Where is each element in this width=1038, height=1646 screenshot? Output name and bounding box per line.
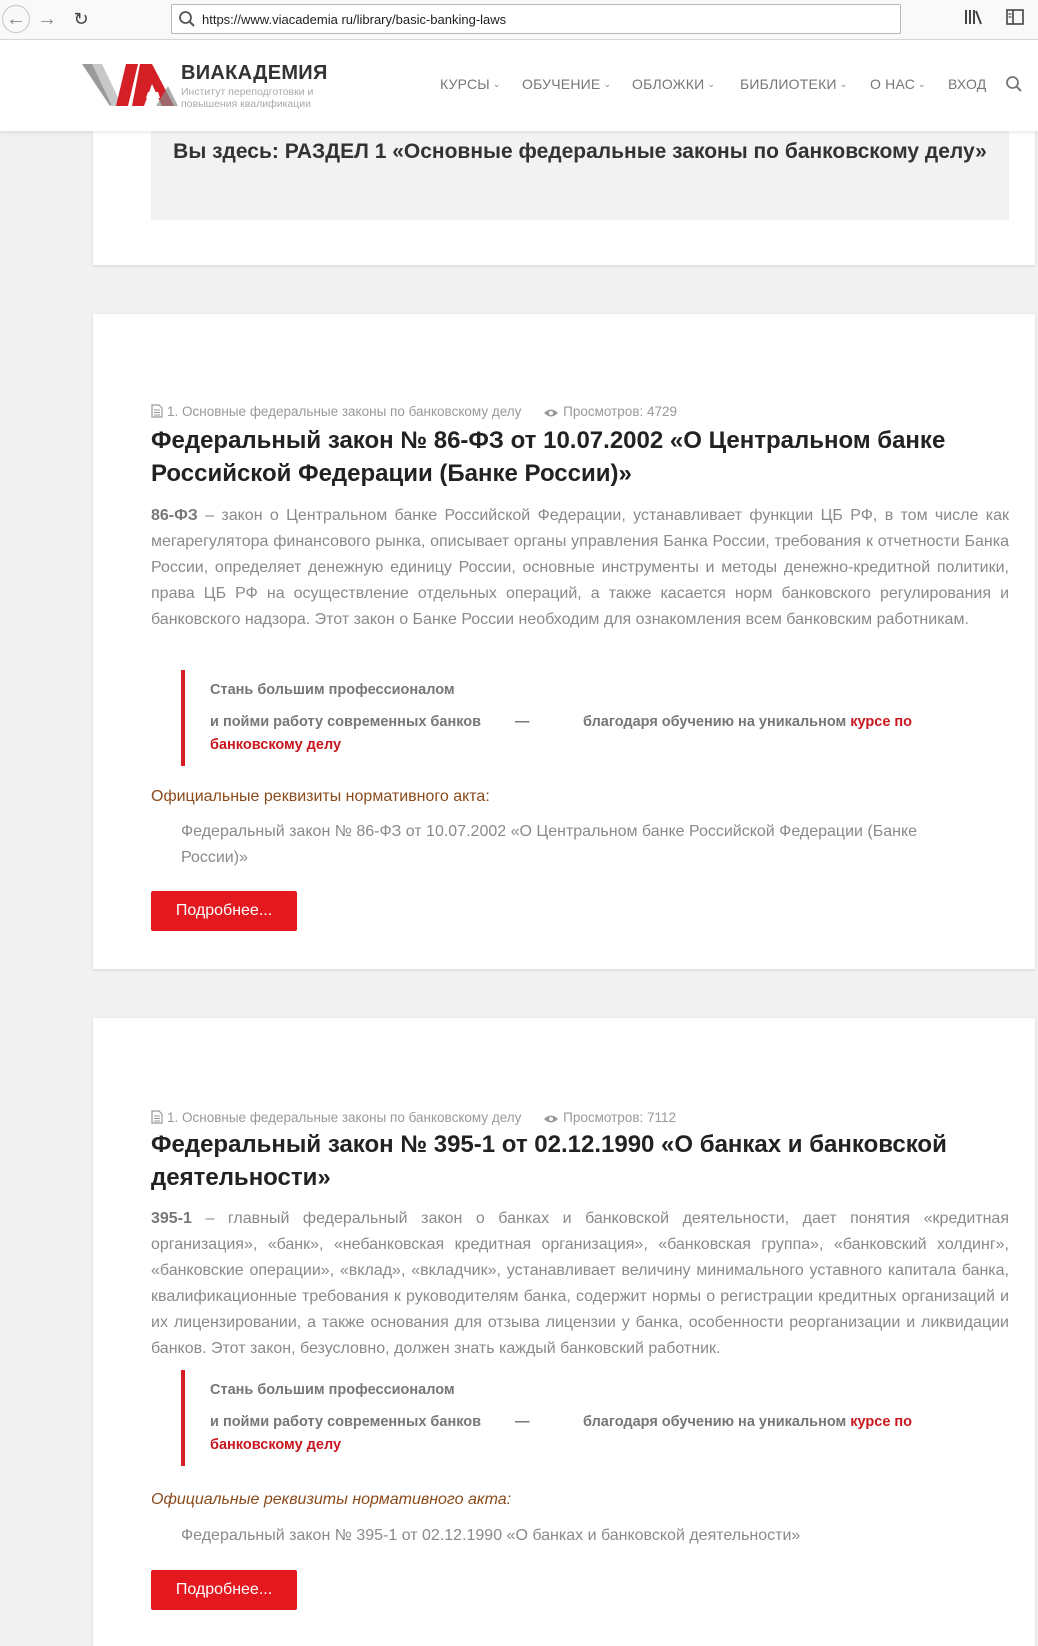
course-link[interactable]: банковскому делу	[210, 1437, 342, 1453]
breadcrumb	[151, 131, 1009, 220]
site-header	[0, 40, 1038, 131]
back-arrow-icon[interactable]: ←	[2, 5, 30, 33]
document-icon	[151, 404, 163, 418]
article-views: Просмотров: 4729	[563, 404, 678, 419]
promo-line: и пойми работу современных банков	[210, 714, 482, 730]
nav-item-covers[interactable]: ОБЛОЖКИ ⌄	[632, 76, 716, 92]
article-category[interactable]: 1. Основные федеральные законы по банковскому делу	[167, 404, 522, 419]
course-link[interactable]: банковскому делу	[210, 737, 342, 753]
chevron-down-icon: ⌄	[492, 79, 501, 89]
sidebar-icon[interactable]	[1006, 9, 1024, 30]
search-icon	[178, 10, 196, 28]
search-icon[interactable]	[1005, 75, 1023, 93]
article-title[interactable]: Федеральный закон № 395-1 от 02.12.1990 «О банках и банковской деятельности»	[151, 1131, 947, 1191]
breadcrumb-card	[93, 131, 1035, 265]
nav-item-libraries[interactable]: БИБЛИОТЕКИ ⌄	[740, 76, 848, 92]
article-views: Просмотров: 7112	[563, 1110, 677, 1125]
article-category[interactable]: 1. Основные федеральные законы по банковскому делу	[167, 1110, 522, 1125]
viacademia-logo[interactable]	[82, 62, 178, 108]
eye-icon	[543, 408, 559, 418]
logo-title[interactable]: ВИАКАДЕМИЯ	[181, 62, 328, 84]
course-link[interactable]: курсе по	[850, 714, 913, 730]
nav-item-training[interactable]: ОБУЧЕНИЕ ⌄	[522, 76, 612, 92]
chevron-down-icon: ⌄	[918, 79, 926, 89]
chevron-down-icon: ⌄	[707, 79, 716, 89]
url-text: https://www.viacademia ru/library/basic-banking-laws	[202, 12, 507, 27]
article-description: 86-ФЗ – закон о Центральном банке Российской Федерации, устанавливает функции ЦБ РФ, в том числе как мегарегулятора финансового рынка, описывает органы управления Банка России, требования к отчетности Банка России, определяет денежную единицу России, основные инструменты и методы денежно-кредитной политики, права ЦБ РФ на осуществление отдельных операций, а также касается норм банковского регулирования и банковского надзора. Этот закон о Банке России необходим для ознакомления всем банковским работникам.	[151, 507, 1009, 628]
promo-line: благодаря обучению на уникальном курсе по	[583, 714, 913, 730]
nav-item-login[interactable]: ВХОД	[948, 76, 987, 92]
article-meta	[151, 404, 677, 419]
read-more-button[interactable]: Подробнее...	[151, 1570, 297, 1610]
promo-line: и пойми работу современных банков	[210, 1414, 482, 1430]
document-icon	[151, 1110, 163, 1124]
requisites-heading: Официальные реквизиты нормативного акта:	[151, 1491, 512, 1508]
address-bar[interactable]	[171, 4, 901, 34]
article-meta	[151, 1110, 676, 1125]
requisites-text: Федеральный закон № 395-1 от 02.12.1990 «О банках и банковской деятельности»	[181, 1527, 801, 1544]
logo-subtitle: Институт переподготовки и повышения квалификации	[181, 86, 314, 110]
requisites-heading: Официальные реквизиты нормативного акта:	[151, 788, 490, 805]
article-title[interactable]: Федеральный закон № 86-ФЗ от 10.07.2002 «О Центральном банке Российской Федерации (Банке России)»	[151, 427, 946, 487]
read-more-button[interactable]: Подробнее...	[151, 891, 297, 931]
promo-blockquote	[181, 670, 941, 766]
promo-dash: —	[515, 714, 530, 730]
requisites-text: Федеральный закон № 86-ФЗ от 10.07.2002 «О Центральном банке Российской Федерации (Банке России)»	[181, 823, 918, 866]
promo-line: Стань большим профессионалом	[210, 1382, 455, 1398]
article-card	[93, 1018, 1035, 1646]
article-card	[93, 314, 1035, 969]
promo-line: благодаря обучению на уникальном курсе по	[583, 1414, 913, 1430]
chevron-down-icon: ⌄	[603, 79, 612, 89]
nav-item-about[interactable]: О НАС ⌄	[870, 76, 926, 92]
chevron-down-icon: ⌄	[839, 79, 848, 89]
forward-arrow-icon[interactable]: →	[37, 8, 57, 30]
nav-item-courses[interactable]: КУРСЫ ⌄	[440, 76, 501, 92]
course-link[interactable]: курсе по	[850, 1414, 913, 1430]
article-description: 395-1 – главный федеральный закон о банках и банковской деятельности, дает понятия «кредитная организация», «банк», «небанковская кредитная организация», «банковская группа», «банковский холдинг», «банковские операции», «вклад», «вкладчик», устанавливает величину минимального уставного капитала банка, квалификационные требования к руководителям банка, содержит нормы о регистрации кредитных организаций и их лицензировании, а также основания для отзыва лицензии у банка, особенности реорганизации и ликвидации банков. Этот закон, безусловно, должен знать каждый банковский работник.	[151, 1210, 1009, 1357]
promo-blockquote	[181, 1370, 941, 1466]
reload-icon[interactable]: ↻	[73, 9, 89, 29]
breadcrumb-text: Вы здесь: РАЗДЕЛ 1 «Основные федеральные законы по банковскому делу»	[173, 140, 987, 163]
eye-icon	[543, 1114, 559, 1124]
library-icon[interactable]	[964, 9, 982, 30]
browser-toolbar	[0, 0, 1038, 40]
promo-dash: —	[515, 1414, 530, 1430]
promo-line: Стань большим профессионалом	[210, 682, 455, 698]
